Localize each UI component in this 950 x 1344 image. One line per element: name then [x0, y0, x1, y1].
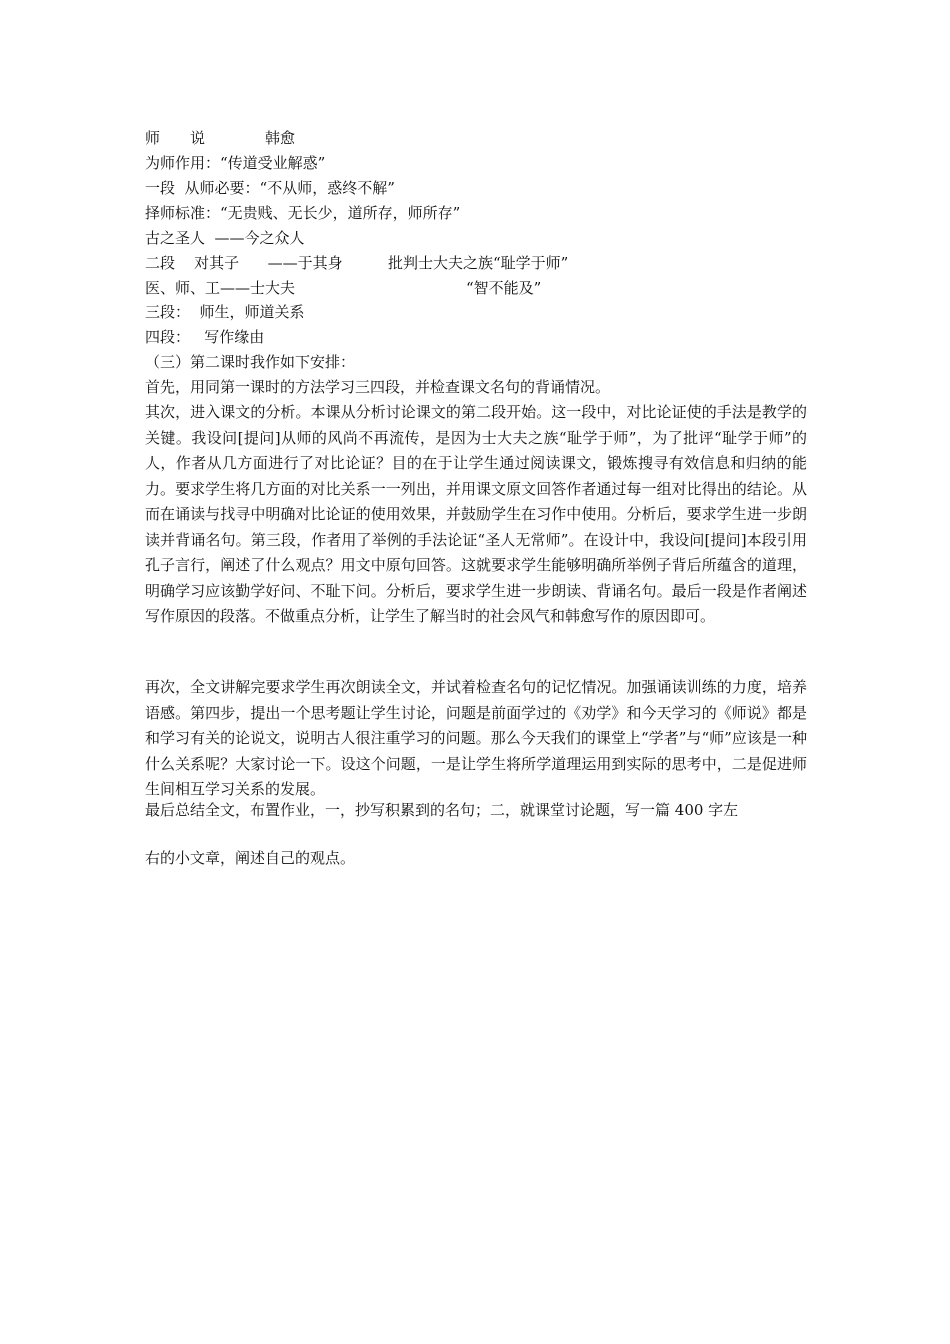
- outline-paragraph-two: 二段 对其子 ——于其身: [145, 254, 343, 272]
- outline-doctors: 医、师、工——士大夫: [145, 279, 296, 297]
- outline-paragraph-four: 四段： 写作缘由: [145, 328, 265, 346]
- outline-contrast: 古之圣人 ——今之众人: [145, 229, 305, 247]
- outline-teacher-role: 为师作用：“传道受业解惑”: [145, 154, 326, 172]
- paragraph-last-line-2: 右的小文章，阐述自己的观点。: [145, 849, 356, 867]
- outline-selection-standard: 择师标准：“无贵贱、无长少，道所存，师所存”: [145, 204, 461, 222]
- outline-paragraph-three: 三段： 师生，师道关系: [145, 303, 305, 321]
- section-heading: （三）第二课时我作如下安排：: [145, 353, 356, 371]
- outline-title: 师 说 韩愈: [145, 129, 296, 147]
- paragraph-third: 再次，全文讲解完要求学生再次朗读全文，并试着检查名句的记忆情况。加强诵读训练的力度，培养语感。第四步，提出一个思考题让学生讨论，问题是前面学过的《劝学》和今天学习的《师说》都是和学习有关的论说文，说明古人很注重学习的问题。那么今天我们的课堂上“学者”与“师”应该是一种什么关系呢？大家讨论一下。设这个问题，一是让学生将所学道理运用到实际的思考中，二是促进师生间相互学习关系的发展。: [145, 678, 807, 798]
- paragraph-second: 其次，进入课文的分析。本课从分析讨论课文的第二段开始。这一段中，对比论证使的手法是教学的关键。我设问[提问]从师的风尚不再流传，是因为士大夫之族“耻学于师”，为了批评“耻学于师”的人，作者从几方面进行了对比论证？目的在于让学生通过阅读课文，锻炼搜寻有效信息和归纳的能力。要求学生将几方面的对比关系一一列出，并用课文原文回答作者通过每一组对比得出的结论。从而在诵读与找寻中明确对比论证的使用效果，并鼓励学生在习作中使用。分析后，要求学生进一步朗读并背诵名句。第三段，作者用了举例的手法论证“圣人无常师”。在设计中，我设问[提问]本段引用孔子言行，阐述了什么观点？用文中原句回答。这就要求学生能够明确所举例子背后所蕴含的道理，明确学习应该勤学好问、不耻下问。分析后，要求学生进一步朗读、背诵名句。最后一段是作者阐述写作原因的段落。不做重点分析，让学生了解当时的社会风气和韩愈写作的原因即可。: [145, 403, 807, 625]
- outline-wisdom: “智不能及”: [466, 279, 542, 297]
- paragraph-first: 首先，用同第一课时的方法学习三四段，并检查课文名句的背诵情况。: [145, 378, 611, 396]
- paragraph-last-line-1: 最后总结全文，布置作业，一，抄写积累到的名句；二，就课堂讨论题，写一篇 400 字左: [145, 801, 739, 819]
- outline-paragraph-one: 一段 从师必要：“不从师，惑终不解”: [145, 179, 395, 197]
- outline-critique: 批判士大夫之族“耻学于师”: [388, 254, 569, 272]
